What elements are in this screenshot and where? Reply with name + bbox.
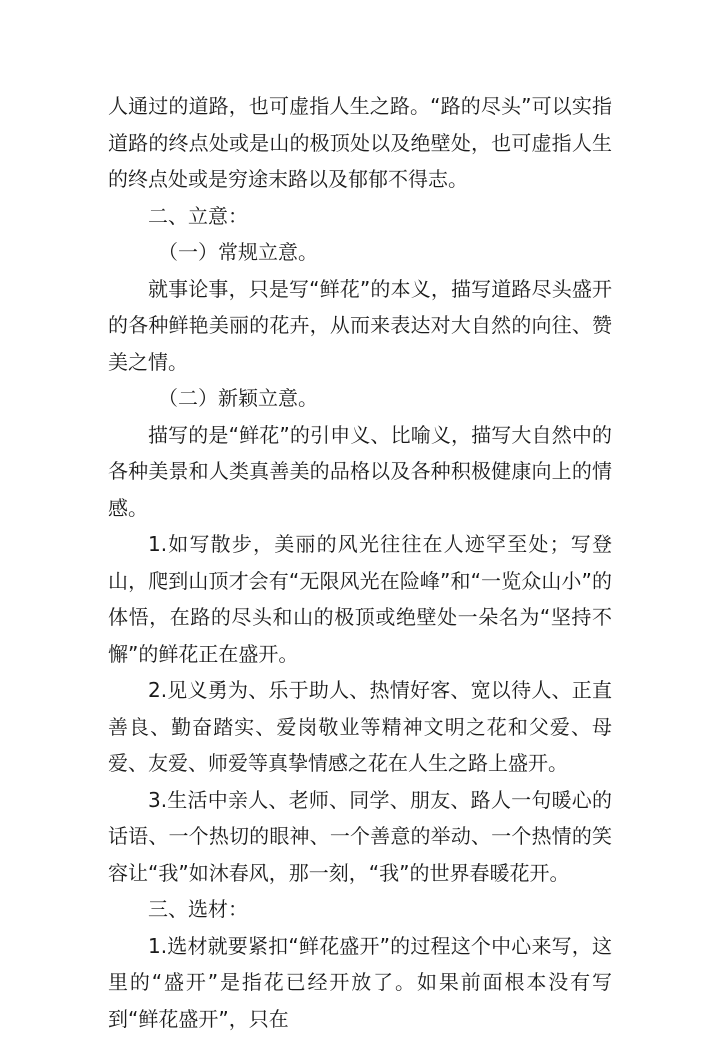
paragraph-point-2: 2.见义勇为、乐于助人、热情好客、宽以待人、正直善良、勤奋踏实、爱岗敬业等精神文明之花和父爱、母爱、友爱、师爱等真挚情感之花在人生之路上盛开。 [108, 672, 612, 782]
document-body [108, 88, 612, 1037]
paragraph-point-3: 3.生活中亲人、老师、同学、朋友、路人一句暖心的话语、一个热切的眼神、一个善意的举动、一个热情的笑容让“我”如沐春风，那一刻，“我”的世界春暖花开。 [108, 782, 612, 892]
paragraph-continuation: 人通过的道路，也可虚指人生之路。“路的尽头”可以实指道路的终点处或是山的极顶处以及绝壁处，也可虚指人生的终点处或是穷途末路以及郁郁不得志。 [108, 88, 612, 198]
paragraph-material-1: 1.选材就要紧扣“鲜花盛开”的过程这个中心来写，这里的“盛开”是指花已经开放了。如果前面根本没有写到“鲜花盛开”，只在 [108, 928, 612, 1037]
paragraph-novel: 描写的是“鲜花”的引申义、比喻义，描写大自然中的各种美景和人类真善美的品格以及各种积极健康向上的情感。 [108, 417, 612, 527]
section-heading-intent: 二、立意： [108, 198, 612, 235]
subheading-novel: （二）新颖立意。 [108, 380, 612, 417]
paragraph-point-1: 1.如写散步，美丽的风光往往在人迹罕至处；写登山，爬到山顶才会有“无限风光在险峰”和“一览众山小”的体悟，在路的尽头和山的极顶或绝壁处一朵名为“坚持不懈”的鲜花正在盛开。 [108, 526, 612, 672]
section-heading-material: 三、选材： [108, 891, 612, 928]
subheading-conventional: （一）常规立意。 [108, 234, 612, 271]
paragraph-conventional: 就事论事，只是写“鲜花”的本义，描写道路尽头盛开的各种鲜艳美丽的花卉，从而来表达对大自然的向往、赞美之情。 [108, 271, 612, 381]
